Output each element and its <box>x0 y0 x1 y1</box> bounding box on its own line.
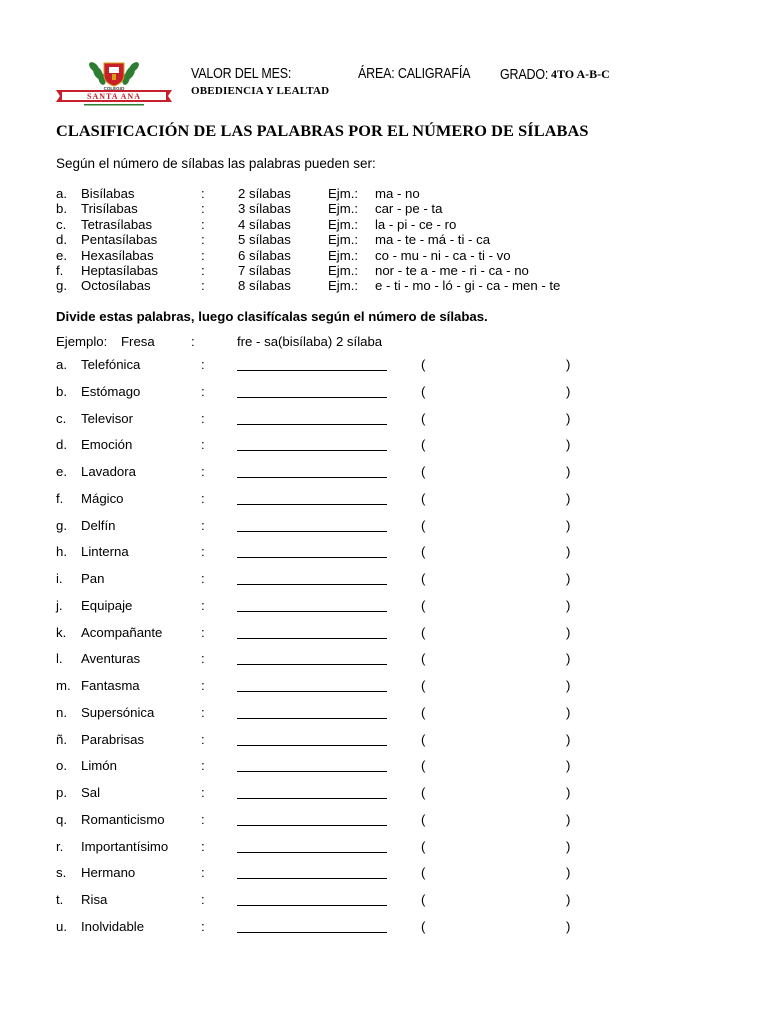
item-letter: d. <box>56 232 67 248</box>
answer-blank-line[interactable] <box>237 664 387 665</box>
item-letter: t. <box>56 892 64 907</box>
open-paren: ( <box>421 597 426 613</box>
colon: : <box>201 811 205 827</box>
item-letter: i. <box>56 571 63 586</box>
close-paren: ) <box>566 758 571 774</box>
answer-blank-line[interactable] <box>237 397 387 398</box>
syllable-count: 4 sílabas <box>238 216 291 232</box>
colon: : <box>201 651 205 667</box>
exercise-row <box>56 865 616 892</box>
item-letter: ñ. <box>56 731 67 747</box>
answer-blank-line[interactable] <box>237 905 387 906</box>
open-paren: ( <box>421 437 426 453</box>
exercise-row <box>56 598 616 625</box>
syllable-example: e - ti - mo - ló - gi - ca - men - te <box>375 278 561 294</box>
close-paren: ) <box>566 865 571 881</box>
answer-blank-line[interactable] <box>237 557 387 558</box>
exercise-row <box>56 892 616 919</box>
open-paren: ( <box>421 544 426 560</box>
answer-blank-line[interactable] <box>237 745 387 746</box>
answer-blank-line[interactable] <box>237 798 387 799</box>
open-paren: ( <box>421 731 426 747</box>
open-paren: ( <box>421 704 426 720</box>
colon: : <box>201 624 205 640</box>
answer-blank-line[interactable] <box>237 638 387 639</box>
syllable-count: 5 sílabas <box>238 232 291 248</box>
close-paren: ) <box>566 785 571 800</box>
close-paren: ) <box>566 383 571 399</box>
grado-label: GRADO: <box>500 67 549 83</box>
exercise-word: Parabrisas <box>81 731 145 747</box>
item-letter: e. <box>56 464 67 479</box>
open-paren: ( <box>421 490 426 506</box>
syllable-example: ma - no <box>375 186 420 201</box>
classification-name: Heptasílabas <box>81 262 158 278</box>
open-paren: ( <box>421 517 426 533</box>
exercise-row <box>56 491 616 518</box>
colon: : <box>201 278 205 294</box>
close-paren: ) <box>566 811 571 827</box>
example-word: Fresa <box>121 334 155 349</box>
colon: : <box>201 201 205 217</box>
open-paren: ( <box>421 758 426 774</box>
exercise-row <box>56 411 616 438</box>
syllable-example: la - pi - ce - ro <box>375 216 457 232</box>
answer-blank-line[interactable] <box>237 771 387 772</box>
colon: : <box>201 571 205 586</box>
exercise-word: Estómago <box>81 383 141 399</box>
example-colon: : <box>191 334 195 349</box>
close-paren: ) <box>566 731 571 747</box>
colon: : <box>201 892 205 907</box>
intro-text: Según el número de sílabas las palabras pueden ser: <box>56 156 376 171</box>
ejm-label: Ejm.: <box>328 201 359 217</box>
open-paren: ( <box>421 383 426 399</box>
answer-blank-line[interactable] <box>237 932 387 933</box>
answer-blank-line[interactable] <box>237 450 387 451</box>
ejm-label: Ejm.: <box>328 232 359 248</box>
item-letter: n. <box>56 704 67 720</box>
school-logo <box>54 57 174 109</box>
colon: : <box>201 918 205 934</box>
item-letter: p. <box>56 785 67 800</box>
item-letter: q. <box>56 811 67 827</box>
item-letter: s. <box>56 865 67 881</box>
classification-name: Tetrasílabas <box>81 216 153 232</box>
syllable-count: 8 sílabas <box>238 278 291 294</box>
exercise-word: Pan <box>81 571 105 586</box>
colon: : <box>201 678 205 693</box>
open-paren: ( <box>421 410 426 426</box>
close-paren: ) <box>566 357 571 372</box>
ejm-label: Ejm.: <box>328 262 359 278</box>
item-letter: r. <box>56 838 64 854</box>
colon: : <box>201 383 205 399</box>
close-paren: ) <box>566 678 571 693</box>
item-letter: u. <box>56 918 67 934</box>
item-letter: j. <box>56 597 63 613</box>
close-paren: ) <box>566 597 571 613</box>
exercise-word: Romanticismo <box>81 811 165 827</box>
answer-blank-line[interactable] <box>237 504 387 505</box>
colon: : <box>201 544 205 560</box>
exercise-list <box>56 357 616 946</box>
exercise-word: Fantasma <box>81 678 140 693</box>
exercise-word: Hermano <box>81 865 136 881</box>
exercise-row <box>56 785 616 812</box>
item-letter: c. <box>56 216 67 232</box>
exercise-row <box>56 384 616 411</box>
exercise-row <box>56 678 616 705</box>
open-paren: ( <box>421 785 426 800</box>
item-letter: d. <box>56 437 67 453</box>
open-paren: ( <box>421 892 426 907</box>
colon: : <box>201 490 205 506</box>
exercise-row <box>56 464 616 491</box>
close-paren: ) <box>566 624 571 640</box>
grado-value: 4TO A-B-C <box>551 67 610 81</box>
colon: : <box>201 247 205 263</box>
colon: : <box>201 758 205 774</box>
logo-school-name: SANTA ANA <box>87 92 141 101</box>
exercise-word: Linterna <box>81 544 129 560</box>
exercise-row <box>56 919 616 946</box>
open-paren: ( <box>421 571 426 586</box>
classification-name: Pentasílabas <box>81 232 158 248</box>
close-paren: ) <box>566 437 571 453</box>
syllable-count: 6 sílabas <box>238 247 291 263</box>
colon: : <box>201 597 205 613</box>
item-letter: a. <box>56 186 67 201</box>
answer-blank-line[interactable] <box>237 477 387 478</box>
exercise-word: Risa <box>81 892 108 907</box>
open-paren: ( <box>421 678 426 693</box>
exercise-row <box>56 705 616 732</box>
answer-blank-line[interactable] <box>237 531 387 532</box>
close-paren: ) <box>566 838 571 854</box>
open-paren: ( <box>421 865 426 881</box>
exercise-word: Telefónica <box>81 357 141 372</box>
item-letter: f. <box>56 490 64 506</box>
open-paren: ( <box>421 838 426 854</box>
exercise-word: Lavadora <box>81 464 136 479</box>
open-paren: ( <box>421 918 426 934</box>
exercise-row <box>56 758 616 785</box>
colon: : <box>201 464 205 479</box>
close-paren: ) <box>566 571 571 586</box>
colon: : <box>201 437 205 453</box>
exercise-word: Emoción <box>81 437 133 453</box>
close-paren: ) <box>566 544 571 560</box>
colon: : <box>201 186 205 201</box>
classification-name: Bisílabas <box>81 186 135 201</box>
exercise-row <box>56 732 616 759</box>
syllable-count: 2 sílabas <box>238 186 291 201</box>
answer-blank-line[interactable] <box>237 584 387 585</box>
instruction-text: Divide estas palabras, luego clasifícalas según el número de sílabas. <box>56 309 488 324</box>
answer-blank-line[interactable] <box>237 878 387 879</box>
classification-name: Trisílabas <box>81 201 138 217</box>
exercise-word: Inolvidable <box>81 918 145 934</box>
item-letter: b. <box>56 383 67 399</box>
exercise-row <box>56 357 616 384</box>
exercise-row <box>56 651 616 678</box>
close-paren: ) <box>566 651 571 667</box>
exercise-word: Sal <box>81 785 101 800</box>
valor-del-mes-value: OBEDIENCIA Y LEALTAD <box>191 85 330 97</box>
item-letter: o. <box>56 758 67 774</box>
answer-blank-line[interactable] <box>237 718 387 719</box>
exercise-row <box>56 812 616 839</box>
close-paren: ) <box>566 517 571 533</box>
answer-blank-line[interactable] <box>237 825 387 826</box>
close-paren: ) <box>566 410 571 426</box>
close-paren: ) <box>566 464 571 479</box>
open-paren: ( <box>421 464 426 479</box>
item-letter: h. <box>56 544 67 560</box>
colon: : <box>201 731 205 747</box>
exercise-word: Limón <box>81 758 117 774</box>
close-paren: ) <box>566 918 571 934</box>
item-letter: k. <box>56 624 67 640</box>
colon: : <box>201 838 205 854</box>
answer-blank-line[interactable] <box>237 370 387 371</box>
item-letter: g. <box>56 278 67 294</box>
colon: : <box>201 232 205 248</box>
classification-name: Hexasílabas <box>81 247 154 263</box>
exercise-word: Delfín <box>81 517 116 533</box>
item-letter: l. <box>56 651 63 667</box>
ejm-label: Ejm.: <box>328 247 359 263</box>
syllable-example: car - pe - ta <box>375 201 443 217</box>
ejm-label: Ejm.: <box>328 278 359 294</box>
item-letter: m. <box>56 678 71 693</box>
exercise-word: Equipaje <box>81 597 133 613</box>
colon: : <box>201 785 205 800</box>
item-letter: f. <box>56 262 64 278</box>
colon: : <box>201 865 205 881</box>
exercise-word: Acompañante <box>81 624 163 640</box>
colon: : <box>201 357 205 372</box>
exercise-row <box>56 518 616 545</box>
exercise-word: Importantísimo <box>81 838 169 854</box>
example-label: Ejemplo: <box>56 334 108 349</box>
answer-blank-line[interactable] <box>237 424 387 425</box>
exercise-row <box>56 625 616 652</box>
syllable-example: nor - te a - me - ri - ca - no <box>375 262 529 278</box>
exercise-row <box>56 437 616 464</box>
ejm-label: Ejm.: <box>328 216 359 232</box>
close-paren: ) <box>566 490 571 506</box>
exercise-row <box>56 544 616 571</box>
item-letter: c. <box>56 410 67 426</box>
exercise-word: Mágico <box>81 490 124 506</box>
worksheet-title: CLASIFICACIÓN DE LAS PALABRAS POR EL NÚMERO DE SÍLABAS <box>56 121 589 140</box>
example-row <box>56 334 656 350</box>
answer-blank-line[interactable] <box>237 691 387 692</box>
syllable-count: 3 sílabas <box>238 201 291 217</box>
colon: : <box>201 262 205 278</box>
exercise-word: Supersónica <box>81 704 155 720</box>
classification-name: Octosílabas <box>81 278 151 294</box>
open-paren: ( <box>421 811 426 827</box>
colon: : <box>201 216 205 232</box>
exercise-word: Televisor <box>81 410 134 426</box>
exercise-word: Aventuras <box>81 651 141 667</box>
logo-college-label: COLEGIO <box>103 86 125 91</box>
valor-del-mes-label: VALOR DEL MES: <box>191 66 292 82</box>
answer-blank-line[interactable] <box>237 852 387 853</box>
item-letter: g. <box>56 517 67 533</box>
example-answer: fre - sa(bisílaba) 2 sílaba <box>237 334 383 349</box>
area-label: ÁREA: CALIGRAFÍA <box>358 66 471 82</box>
colon: : <box>201 517 205 533</box>
close-paren: ) <box>566 892 571 907</box>
syllable-example: ma - te - má - ti - ca <box>375 232 491 248</box>
answer-blank-line[interactable] <box>237 611 387 612</box>
syllable-count: 7 sílabas <box>238 262 291 278</box>
open-paren: ( <box>421 357 426 372</box>
open-paren: ( <box>421 651 426 667</box>
exercise-row <box>56 839 616 866</box>
ejm-label: Ejm.: <box>328 186 359 201</box>
colon: : <box>201 410 205 426</box>
item-letter: e. <box>56 247 67 263</box>
open-paren: ( <box>421 624 426 640</box>
item-letter: b. <box>56 201 67 217</box>
item-letter: a. <box>56 357 67 372</box>
exercise-row <box>56 571 616 598</box>
close-paren: ) <box>566 704 571 720</box>
syllable-example: co - mu - ni - ca - ti - vo <box>375 247 511 263</box>
colon: : <box>201 704 205 720</box>
